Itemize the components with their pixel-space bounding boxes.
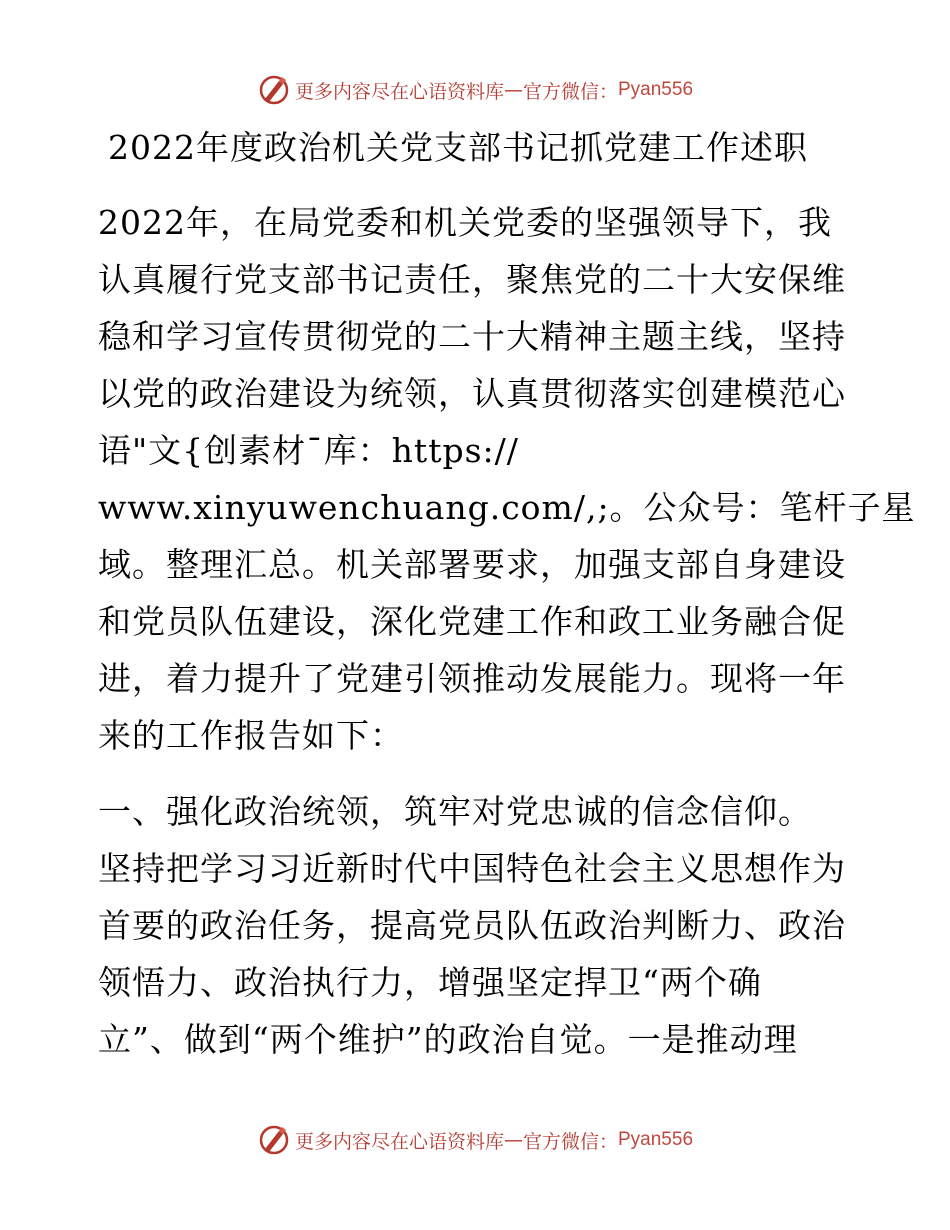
body-line: 进，着力提升了党建引领推动发展能力。现将一年 <box>98 659 846 698</box>
watermark-separator: — <box>503 79 523 101</box>
watermark-wechat-id: Pyan556 <box>618 79 694 100</box>
body-line: 领悟力、政治执行力，增强坚定捍卫“两个确 <box>98 963 762 1002</box>
body-line: 语"文{创素材¯库：https:// <box>98 431 519 470</box>
watermark-wechat-id: Pyan556 <box>618 1129 694 1150</box>
body-line: 来的工作报告如下： <box>98 716 404 755</box>
body-line: 稳和学习宣传贯彻党的二十大精神主题主线，坚持 <box>98 317 846 356</box>
footer-watermark <box>0 1120 950 1160</box>
body-line: 域。整理汇总。机关部署要求，加强支部自身建设 <box>98 545 846 584</box>
body-line: www.xinyuwenchuang.com/,;。公众号：笔杆子星 <box>98 488 916 527</box>
logo-icon <box>257 73 291 107</box>
body-line: 立”、做到“两个维护”的政治自觉。一是推动理 <box>98 1020 798 1059</box>
watermark-wechat-label: 官方微信： <box>522 80 618 103</box>
header-watermark <box>0 70 950 110</box>
watermark-separator: — <box>503 1129 523 1151</box>
document-title: 2022年度政治机关党支部书记抓党建工作述职 <box>108 128 808 167</box>
watermark-text: 更多内容尽在心语资料库 <box>294 80 504 103</box>
section-heading: 一、强化政治统领，筑牢对党忠诚的信念信仰。 <box>98 792 812 831</box>
body-line: 和党员队伍建设，深化党建工作和政工业务融合促 <box>98 602 846 641</box>
body-line: 首要的政治任务，提高党员队伍政治判断力、政治 <box>98 906 846 945</box>
logo-icon <box>257 1123 291 1157</box>
body-line: 2022年，在局党委和机关党委的坚强领导下，我 <box>98 203 832 242</box>
watermark-wechat-label: 官方微信： <box>522 1130 618 1153</box>
body-line: 坚持把学习习近新时代中国特色社会主义思想作为 <box>98 849 846 888</box>
body-line: 认真履行党支部书记责任，聚焦党的二十大安保维 <box>98 260 846 299</box>
body-line: 以党的政治建设为统领，认真贯彻落实创建模范心 <box>98 374 846 413</box>
watermark-text: 更多内容尽在心语资料库 <box>294 1130 504 1153</box>
